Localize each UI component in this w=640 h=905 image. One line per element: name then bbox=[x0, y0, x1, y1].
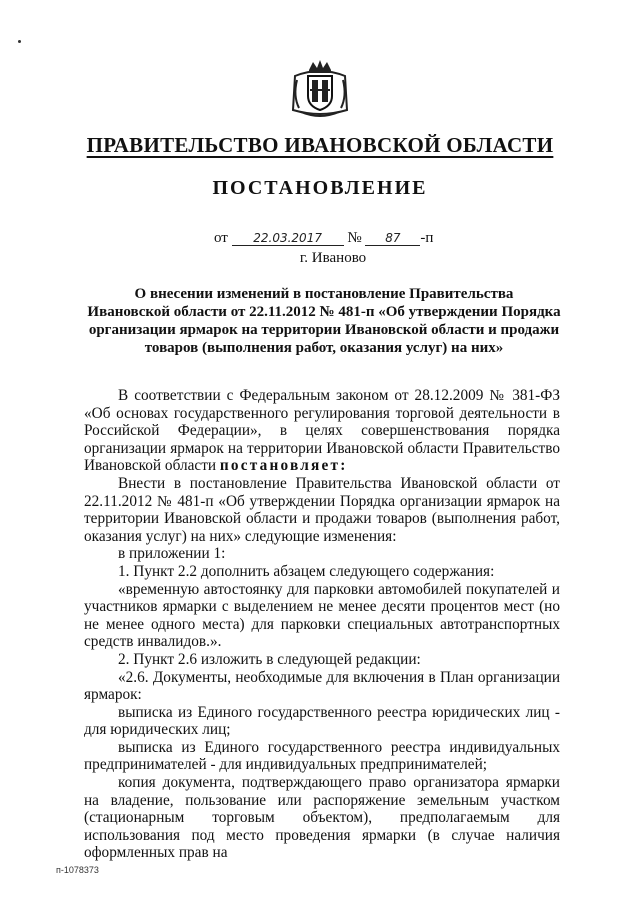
paragraph: копия документа, подтверждающего право организатора ярмарки на владение, пользование или распоряжение земельным участком (стационарным торговым объектом), предполагаемым для использования под место проведения ярмарки (в случае наличия оформленных прав на bbox=[84, 774, 560, 862]
document-type: ПОСТАНОВЛЕНИЕ bbox=[212, 177, 428, 199]
resolves-word: постановляет: bbox=[219, 457, 348, 475]
date-number-line bbox=[214, 230, 433, 247]
paragraph: 1. Пункт 2.2 дополнить абзацем следующего содержания: bbox=[118, 562, 495, 580]
paragraph: выписка из Единого государственного реестра юридических лиц - для юридических лиц; bbox=[84, 703, 560, 739]
subject-line: товаров (выполнения работ, оказания услуг) на них» bbox=[144, 340, 504, 356]
paragraph: «временную автостоянку для парковки автомобилей покупателей и участников ярмарки с выделением не менее десяти процентов мест (но не менее одного места) для парковки специальных автотранспортных средств инвалидов.». bbox=[84, 580, 560, 651]
number-field: 87 bbox=[365, 231, 420, 246]
paragraph: в приложении 1: bbox=[118, 545, 226, 563]
paragraph-preamble: В соответствии с Федеральным законом от 28.12.2009 № 381-ФЗ «Об основах государственного регулирования торговой деятельности в Российской Федерации», в целях совершенствования порядка организации ярмарок на территории Ивановской области Правительство Ивановской области постановляет: bbox=[84, 387, 560, 475]
from-label: от bbox=[214, 230, 228, 246]
subject-line: О внесении изменений в постановление Правительства bbox=[134, 286, 514, 302]
paragraph: 2. Пункт 2.6 изложить в следующей редакции: bbox=[118, 650, 421, 668]
organization-title: ПРАВИТЕЛЬСТВО ИВАНОВСКОЙ ОБЛАСТИ bbox=[86, 133, 554, 157]
paragraph: выписка из Единого государственного реестра индивидуальных предпринимателей - для индивидуальных предпринимателей; bbox=[84, 738, 560, 774]
document-subject bbox=[84, 285, 564, 357]
date-field: 22.03.2017 bbox=[232, 231, 344, 246]
number-label: № bbox=[347, 230, 362, 246]
subject-line: Ивановской области от 22.11.2012 № 481-п «Об утверждении Порядка bbox=[87, 304, 561, 320]
paragraph: «2.6. Документы, необходимые для включения в План организации ярмарок: bbox=[84, 668, 560, 704]
paragraph: Внести в постановление Правительства Ивановской области от 22.11.2012 № 481-п «Об утверждении Порядка организации ярмарок на территории Ивановской области и продажи товаров (выполнения работ, оказания услуг) на них» следующие изменения: bbox=[84, 474, 560, 545]
subject-line: организации ярмарок на территории Ивановской области и продажи bbox=[88, 322, 560, 338]
document-body bbox=[84, 387, 560, 862]
scan-mark bbox=[18, 40, 21, 43]
footer-code: п-1078373 bbox=[56, 865, 99, 875]
coat-of-arms-icon bbox=[287, 56, 353, 122]
city: г. Иваново bbox=[299, 250, 367, 266]
number-suffix: -п bbox=[420, 230, 434, 246]
